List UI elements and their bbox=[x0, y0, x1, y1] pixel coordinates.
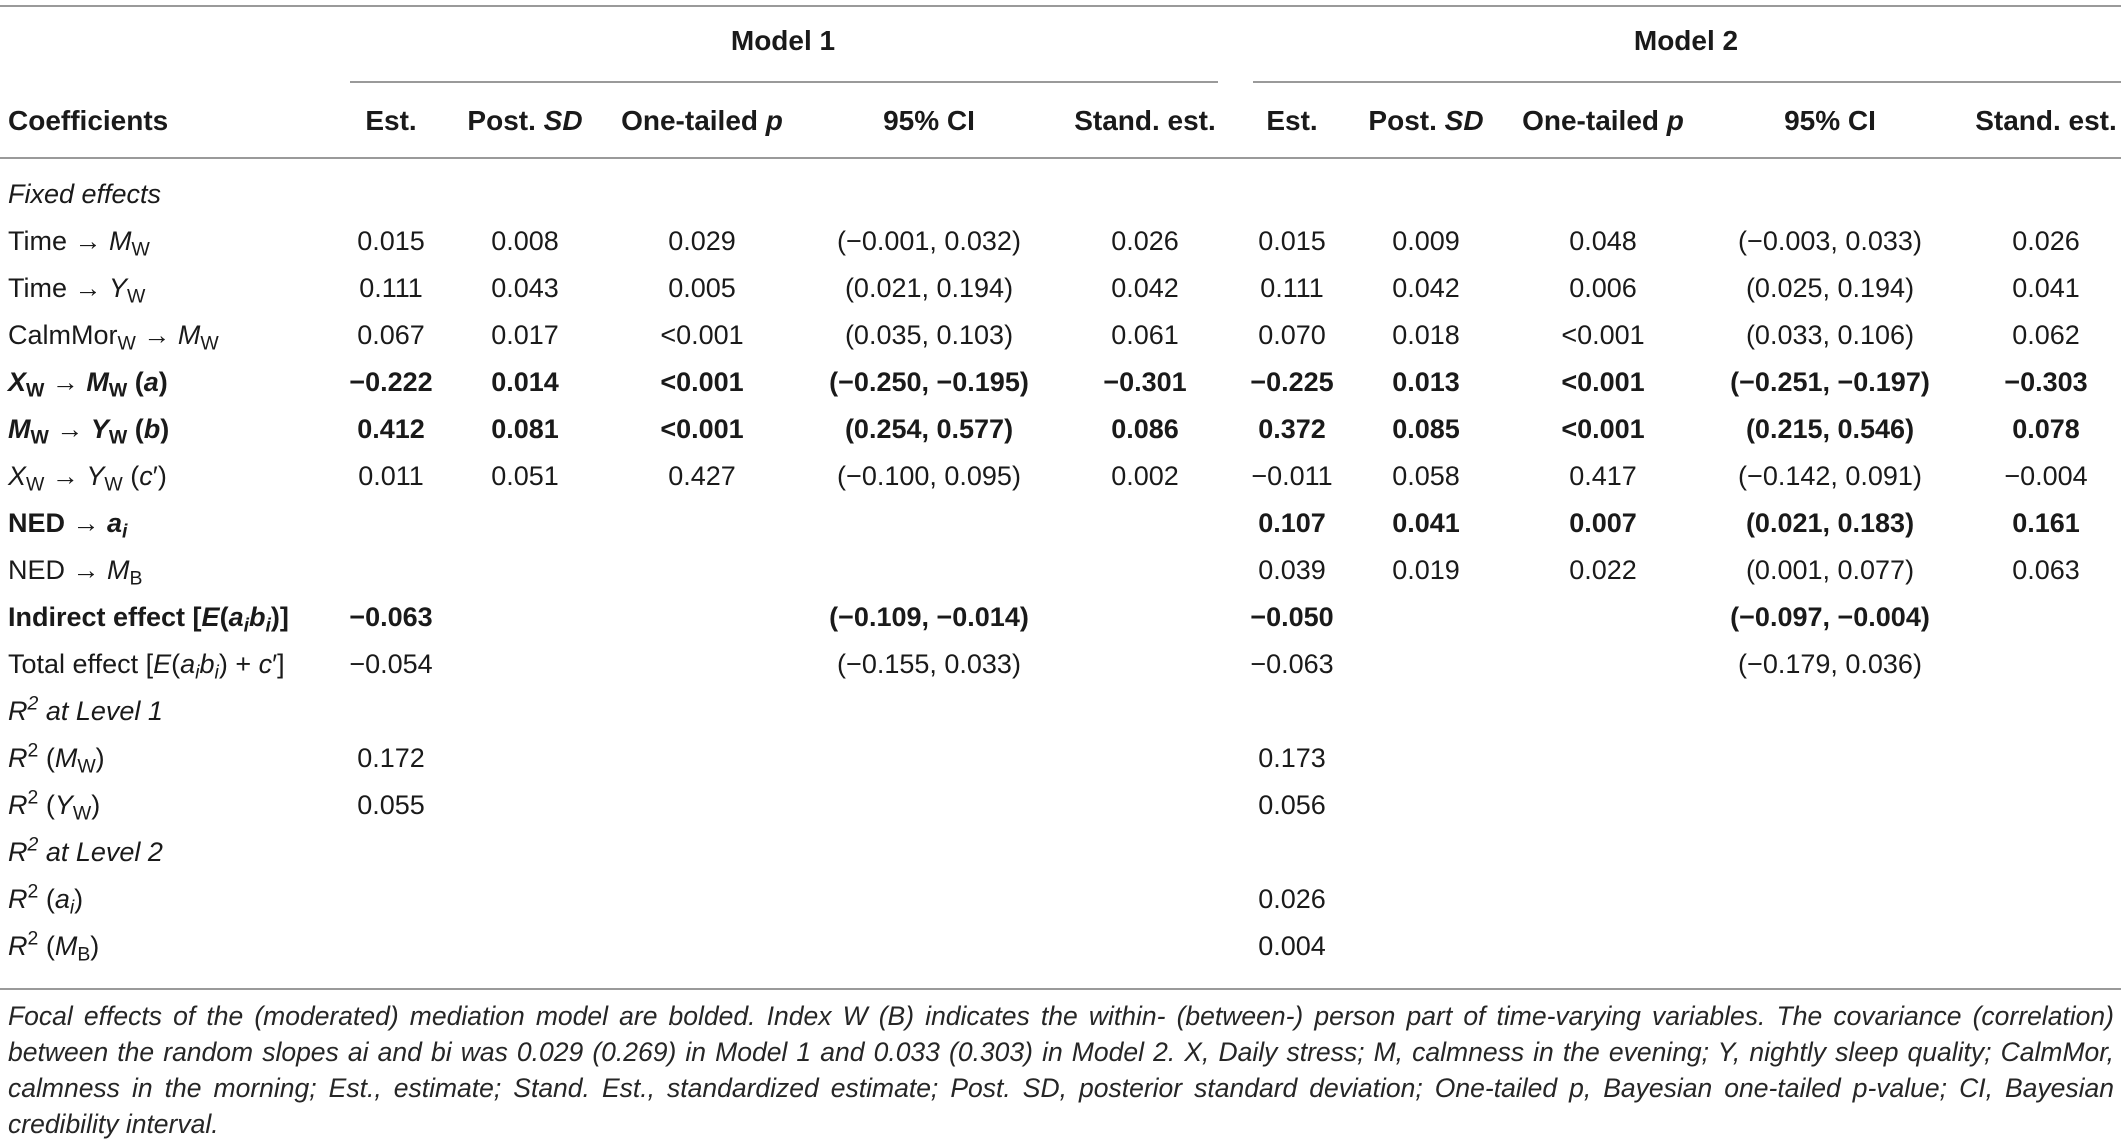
m2-standest-cell: 0.041 bbox=[2012, 273, 2080, 303]
row-label-b-path: $M_W \to Y_W$ (b) bbox=[8, 414, 170, 449]
m2-est-cell: 0.107 bbox=[1258, 508, 1326, 538]
top-rule bbox=[0, 5, 2121, 7]
m1-postsd-cell: 0.051 bbox=[491, 461, 559, 491]
table-footnote: Focal effects of the (moderated) mediation model are bolded. Index W (B) indicates the within- (between-) person part of time-varying variables. The covariance (correlation) between the random slopes ai and bi was 0.029 (0.269) in Model 1 and 0.033 (0.303) in Model 2. X, Daily stress; M, calmness in the evening; Y, nightly sleep quality; CalmMor, calmness in the morning; Est., estimate; Stand. Est., standardized estimate; Post. SD, posterior standard deviation; One-tailed p, Bayesian one-tailed p-value; CI, Bayesian credibility interval. bbox=[8, 1001, 2114, 1139]
m2-ci-cell: (0.021, 0.183) bbox=[1745, 508, 1915, 538]
row-label-time-mw: Time → $M_W$ bbox=[8, 226, 150, 261]
coefficients-header: Coefficients bbox=[8, 105, 169, 136]
m2-est-cell: −0.050 bbox=[1250, 602, 1334, 632]
m1-ci-cell: (−0.250, −0.195) bbox=[829, 367, 1029, 397]
m2-est-cell: 0.173 bbox=[1258, 743, 1326, 773]
m2-postsd-cell: 0.009 bbox=[1392, 226, 1460, 256]
m1-est-cell: 0.015 bbox=[357, 226, 425, 256]
m2-est-cell: 0.070 bbox=[1258, 320, 1326, 350]
m1-standest-cell: −0.301 bbox=[1103, 367, 1187, 397]
m2-est-cell: 0.056 bbox=[1258, 790, 1326, 820]
m2-ci-cell: (0.033, 0.106) bbox=[1745, 320, 1915, 350]
m2-postsd-cell: 0.058 bbox=[1392, 461, 1460, 491]
m2-est-cell: −0.011 bbox=[1251, 461, 1333, 491]
m2-standest-cell: −0.004 bbox=[2004, 461, 2088, 491]
m2-ci-cell: (−0.179, 0.036) bbox=[1738, 649, 1922, 679]
m1-standest-cell: 0.042 bbox=[1111, 273, 1179, 303]
row-label-indirect: Indirect effect $[E(a_ib_i)]$ bbox=[8, 602, 289, 637]
m1-standest-header: Stand. est. bbox=[1074, 105, 1216, 136]
m2-est-cell: 0.111 bbox=[1260, 273, 1324, 303]
m2-est-cell: 0.026 bbox=[1258, 884, 1326, 914]
m2-ci-cell: (−0.251, −0.197) bbox=[1730, 367, 1930, 397]
m2-ci-cell: (−0.003, 0.033) bbox=[1738, 226, 1922, 256]
m1-est-cell: 0.412 bbox=[357, 414, 425, 444]
m2-postsd-cell: 0.018 bbox=[1392, 320, 1460, 350]
m1-est-cell: −0.054 bbox=[349, 649, 433, 679]
m2-postsd-cell: 0.042 bbox=[1392, 273, 1460, 303]
m2-est-cell: −0.225 bbox=[1250, 367, 1334, 397]
m1-ci-header: 95% CI bbox=[883, 105, 975, 136]
m2-ci-cell: (0.025, 0.194) bbox=[1745, 273, 1915, 303]
m2-standest-cell: 0.161 bbox=[2012, 508, 2080, 538]
m2-standest-cell: −0.303 bbox=[2004, 367, 2088, 397]
m1-ci-cell: (−0.109, −0.014) bbox=[829, 602, 1029, 632]
model1-header: Model 1 bbox=[730, 25, 836, 56]
m1-ci-cell: (0.254, 0.577) bbox=[844, 414, 1014, 444]
m2-standest-cell: 0.026 bbox=[2012, 226, 2080, 256]
m1-standest-cell: 0.061 bbox=[1111, 320, 1179, 350]
m1-standest-cell: 0.026 bbox=[1111, 226, 1179, 256]
m1-onetailed-cell: <0.001 bbox=[660, 320, 744, 350]
row-label-r2-ai: $R^2$ $(a_i)$ bbox=[8, 880, 84, 919]
row-label-r2-level2: $R^2$ at Level 2 bbox=[8, 833, 163, 867]
m2-est-cell: −0.063 bbox=[1250, 649, 1334, 679]
model2-rule bbox=[1253, 81, 2121, 83]
m1-ci-cell: (−0.155, 0.033) bbox=[837, 649, 1021, 679]
m1-onetailed-cell: 0.005 bbox=[668, 273, 736, 303]
header-rule bbox=[0, 157, 2121, 159]
row-label-total: Total effect $[E(a_ib_i) + c']$ bbox=[8, 649, 285, 684]
model1-rule bbox=[350, 81, 1218, 83]
m1-est-cell: 0.067 bbox=[357, 320, 425, 350]
m2-onetailed-cell: 0.007 bbox=[1569, 508, 1637, 538]
m2-est-cell: 0.015 bbox=[1258, 226, 1326, 256]
m2-onetailed-cell: 0.048 bbox=[1569, 226, 1637, 256]
m2-postsd-cell: 0.013 bbox=[1392, 367, 1460, 397]
m2-onetailed-cell: 0.022 bbox=[1569, 555, 1637, 585]
row-label-a-path: $X_W \to M_W$ (a) bbox=[8, 367, 168, 402]
m1-onetailed-cell: 0.029 bbox=[668, 226, 736, 256]
m1-postsd-cell: 0.017 bbox=[491, 320, 559, 350]
bottom-rule bbox=[0, 988, 2121, 990]
m2-onetailed-cell: <0.001 bbox=[1561, 367, 1645, 397]
row-label-ned-ai: NED → $a_i$ bbox=[8, 508, 128, 543]
m1-est-cell: 0.011 bbox=[358, 461, 424, 491]
m2-standest-cell: 0.063 bbox=[2012, 555, 2080, 585]
m2-standest-header: Stand. est. bbox=[1975, 105, 2117, 136]
m2-ci-cell: (0.215, 0.546) bbox=[1745, 414, 1915, 444]
m1-onetailed-cell: 0.427 bbox=[668, 461, 736, 491]
m2-est-cell: 0.372 bbox=[1258, 414, 1326, 444]
m2-postsd-cell: 0.041 bbox=[1392, 508, 1460, 538]
m1-postsd-cell: 0.014 bbox=[491, 367, 559, 397]
m1-est-cell: −0.063 bbox=[349, 602, 433, 632]
m1-onetailed-header: One-tailed p bbox=[621, 105, 783, 136]
m1-ci-cell: (−0.001, 0.032) bbox=[837, 226, 1021, 256]
m1-ci-cell: (0.021, 0.194) bbox=[844, 273, 1014, 303]
m1-onetailed-cell: <0.001 bbox=[660, 414, 744, 444]
m2-onetailed-cell: <0.001 bbox=[1561, 320, 1645, 350]
m1-ci-cell: (−0.100, 0.095) bbox=[837, 461, 1021, 491]
m1-postsd-header: Post. SD bbox=[467, 105, 583, 136]
row-label-fixed-effects: Fixed effects bbox=[8, 179, 162, 209]
m2-postsd-cell: 0.085 bbox=[1392, 414, 1460, 444]
m1-est-cell: −0.222 bbox=[349, 367, 433, 397]
m1-est-cell: 0.055 bbox=[357, 790, 425, 820]
row-label-time-yw: Time → $Y_W$ bbox=[8, 273, 146, 308]
m2-ci-cell: (−0.097, −0.004) bbox=[1730, 602, 1930, 632]
m2-standest-cell: 0.062 bbox=[2012, 320, 2080, 350]
m2-ci-cell: (0.001, 0.077) bbox=[1745, 555, 1915, 585]
m1-onetailed-cell: <0.001 bbox=[660, 367, 744, 397]
m2-onetailed-header: One-tailed p bbox=[1522, 105, 1684, 136]
row-label-r2-yw: $R^2$ $(Y_W)$ bbox=[8, 786, 101, 825]
m1-standest-cell: 0.002 bbox=[1111, 461, 1179, 491]
m1-est-cell: 0.172 bbox=[357, 743, 425, 773]
m2-onetailed-cell: <0.001 bbox=[1561, 414, 1645, 444]
row-label-c-prime: $X_W \to Y_W$ (c′) bbox=[8, 461, 167, 496]
row-label-calmmor-mw: CalmMor$_W$ → $M_W$ bbox=[8, 320, 219, 355]
m2-est-cell: 0.004 bbox=[1258, 931, 1326, 961]
row-label-r2-mb: $R^2$ $(M_B)$ bbox=[8, 927, 100, 966]
m1-postsd-cell: 0.008 bbox=[491, 226, 559, 256]
row-label-r2-level1: $R^2$ at Level 1 bbox=[8, 692, 163, 726]
m2-postsd-header: Post. SD bbox=[1368, 105, 1484, 136]
m2-postsd-cell: 0.019 bbox=[1392, 555, 1460, 585]
m1-est-cell: 0.111 bbox=[359, 273, 423, 303]
m2-est-cell: 0.039 bbox=[1258, 555, 1326, 585]
m1-postsd-cell: 0.043 bbox=[491, 273, 559, 303]
row-label-ned-mb: NED → $M_B$ bbox=[8, 555, 143, 590]
m1-est-header: Est. bbox=[365, 105, 417, 136]
m2-standest-cell: 0.078 bbox=[2012, 414, 2080, 444]
m2-onetailed-cell: 0.006 bbox=[1569, 273, 1637, 303]
m1-ci-cell: (0.035, 0.103) bbox=[844, 320, 1014, 350]
m2-ci-header: 95% CI bbox=[1784, 105, 1876, 136]
m1-postsd-cell: 0.081 bbox=[491, 414, 559, 444]
row-label-r2-mw: $R^2$ $(M_W)$ bbox=[8, 739, 105, 778]
m2-est-header: Est. bbox=[1266, 105, 1318, 136]
m2-onetailed-cell: 0.417 bbox=[1569, 461, 1637, 491]
model2-header: Model 2 bbox=[1633, 25, 1739, 56]
m2-ci-cell: (−0.142, 0.091) bbox=[1738, 461, 1922, 491]
m1-standest-cell: 0.086 bbox=[1111, 414, 1179, 444]
